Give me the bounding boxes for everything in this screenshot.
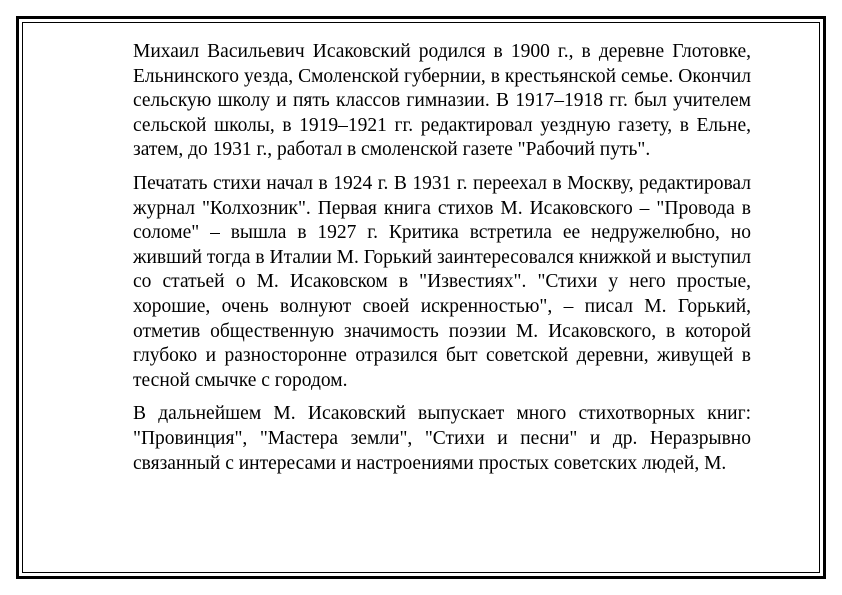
paragraph-later-works: В дальнейшем М. Исаковский выпускает много стихотворных книг: "Провинция", "Мастера земли", "Стихи и песни" и др. Неразрывно связанный с интересами и настроениями простых советских людей, М. — [133, 403, 751, 474]
paragraph-first-book: Печатать стихи начал в 1924 г. В 1931 г. переехал в Москву, редактировал журнал "Колхозник". Первая книга стихов М. Исаковского – "Провода в соломе" – вышла в 1927 г. Критика встретила ее недружелюбно, но живший тогда в Италии М. Горький заинтересовался книжкой и выступил со статьей о М. Исаковском в "Известиях". "Стихи у него простые, хорошие, очень волнуют своей искренностью", – писал М. Горький, отметив общественную значимость поэзии М. Исаковского, в которой глубоко и разносторонне отразился быт советской деревни, живущей в тесной смычке с городом. — [133, 172, 751, 391]
document-body — [133, 40, 751, 485]
paragraph-biography: Михаил Васильевич Исаковский родился в 1900 г., в деревне Глотовке, Ельнинского уезда, Смоленской губернии, в крестьянской семье. Окончил сельскую школу и пять классов гимназии. В 1917–1918 гг. был учителем сельской школы, в 1919–1921 гг. редактировал уездную газету, в Ельне, затем, до 1931 г., работал в смоленской газете "Рабочий путь". — [133, 41, 751, 161]
